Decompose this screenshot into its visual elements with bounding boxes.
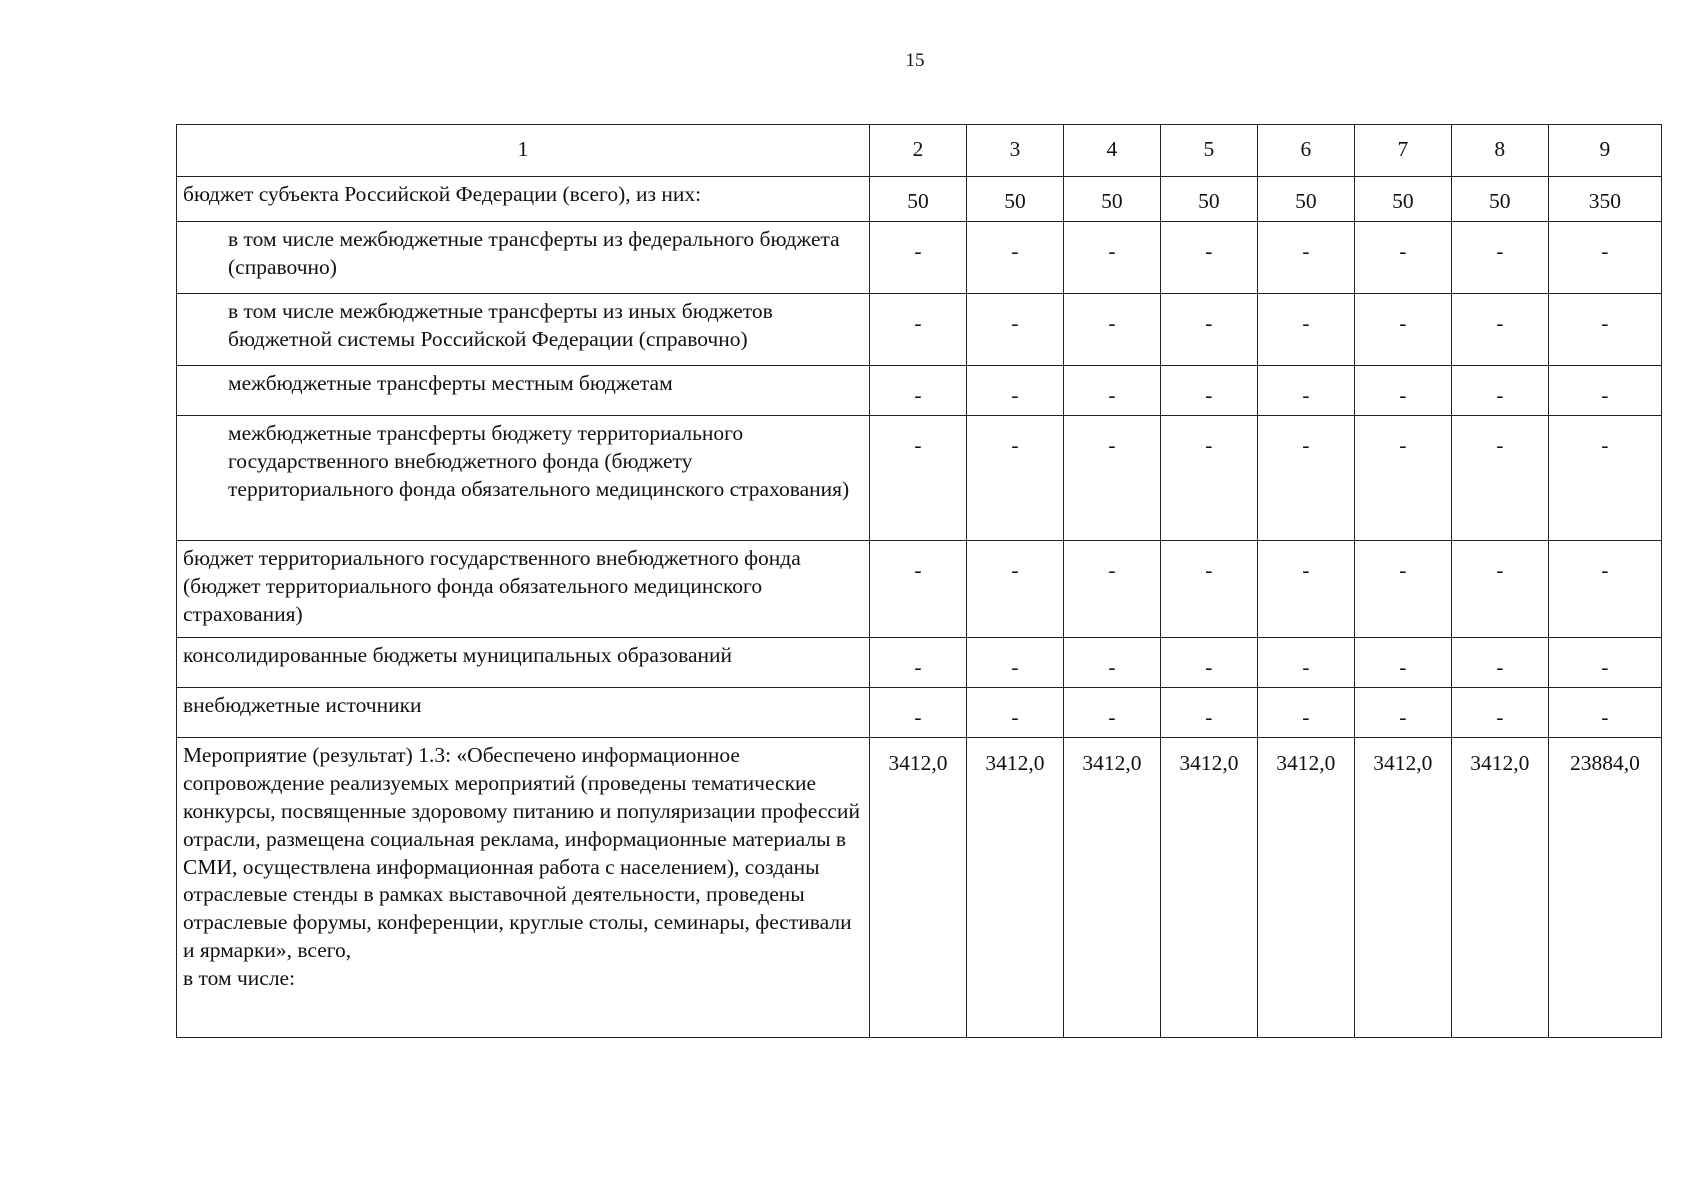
table-row bbox=[177, 637, 1662, 687]
value-cell: - bbox=[1354, 365, 1451, 415]
value-cell: - bbox=[1160, 637, 1257, 687]
value-cell: - bbox=[1257, 365, 1354, 415]
value-cell: - bbox=[870, 293, 967, 365]
value-cell: - bbox=[1160, 540, 1257, 637]
row-label: в том числе межбюджетные трансферты из иных бюджетов бюджетной системы Российской Федерации (справочно) bbox=[177, 293, 870, 365]
value-cell: - bbox=[1451, 365, 1548, 415]
value-cell: - bbox=[966, 365, 1063, 415]
value-cell: - bbox=[1257, 415, 1354, 540]
value-cell: - bbox=[966, 540, 1063, 637]
value-cell: - bbox=[1451, 293, 1548, 365]
value-cell: - bbox=[966, 221, 1063, 293]
value-cell: - bbox=[966, 415, 1063, 540]
value-cell: - bbox=[1063, 637, 1160, 687]
value-cell: - bbox=[1354, 637, 1451, 687]
value-cell: - bbox=[966, 293, 1063, 365]
value-cell: 50 bbox=[1160, 176, 1257, 221]
value-cell: - bbox=[870, 221, 967, 293]
table-row bbox=[177, 365, 1662, 415]
value-cell: - bbox=[870, 540, 967, 637]
budget-table bbox=[176, 124, 1662, 1038]
row-label: межбюджетные трансферты бюджету территориального государственного внебюджетного фонда (бюджету территориального фонда обязательного медицинского страхования) bbox=[177, 415, 870, 540]
value-cell: 3412,0 bbox=[870, 737, 967, 1037]
value-cell: - bbox=[1451, 415, 1548, 540]
row-label: консолидированные бюджеты муниципальных образований bbox=[177, 637, 870, 687]
value-cell: - bbox=[1063, 293, 1160, 365]
value-cell: - bbox=[1160, 415, 1257, 540]
value-cell: - bbox=[870, 687, 967, 737]
row-label: в том числе межбюджетные трансферты из федерального бюджета (справочно) bbox=[177, 221, 870, 293]
value-cell: 50 bbox=[1063, 176, 1160, 221]
value-cell: - bbox=[1548, 637, 1661, 687]
value-cell: - bbox=[966, 637, 1063, 687]
value-cell: - bbox=[1257, 637, 1354, 687]
event-label-sub: в том числе: bbox=[183, 966, 296, 991]
value-cell: - bbox=[870, 415, 967, 540]
value-cell: 3412,0 bbox=[1063, 737, 1160, 1037]
header-cell: 9 bbox=[1548, 125, 1661, 177]
value-cell: - bbox=[1548, 687, 1661, 737]
value-cell: - bbox=[1354, 293, 1451, 365]
value-cell: 3412,0 bbox=[1451, 737, 1548, 1037]
header-cell: 1 bbox=[177, 125, 870, 177]
value-cell: - bbox=[1063, 221, 1160, 293]
value-cell: - bbox=[1160, 221, 1257, 293]
value-cell: - bbox=[870, 637, 967, 687]
value-cell: 3412,0 bbox=[966, 737, 1063, 1037]
value-cell: - bbox=[1354, 540, 1451, 637]
value-cell: - bbox=[1257, 687, 1354, 737]
table-row bbox=[177, 176, 1662, 221]
value-cell: - bbox=[1548, 221, 1661, 293]
value-cell: 350 bbox=[1548, 176, 1661, 221]
value-cell: - bbox=[1354, 415, 1451, 540]
value-cell: 23884,0 bbox=[1548, 737, 1661, 1037]
value-cell: - bbox=[1354, 687, 1451, 737]
value-cell: - bbox=[1063, 415, 1160, 540]
value-cell: - bbox=[1354, 221, 1451, 293]
value-cell: - bbox=[1451, 687, 1548, 737]
value-cell: 3412,0 bbox=[1354, 737, 1451, 1037]
value-cell: - bbox=[1160, 687, 1257, 737]
header-cell: 7 bbox=[1354, 125, 1451, 177]
value-cell: - bbox=[1063, 365, 1160, 415]
header-cell: 4 bbox=[1063, 125, 1160, 177]
table-row bbox=[177, 540, 1662, 637]
table-row bbox=[177, 415, 1662, 540]
value-cell: - bbox=[1451, 221, 1548, 293]
value-cell: - bbox=[1257, 293, 1354, 365]
header-cell: 5 bbox=[1160, 125, 1257, 177]
header-cell: 2 bbox=[870, 125, 967, 177]
header-row bbox=[177, 125, 1662, 177]
value-cell: - bbox=[1451, 637, 1548, 687]
page-number: 15 bbox=[905, 50, 925, 71]
header-cell: 6 bbox=[1257, 125, 1354, 177]
table-row bbox=[177, 221, 1662, 293]
header-cell: 8 bbox=[1451, 125, 1548, 177]
value-cell: - bbox=[1451, 540, 1548, 637]
value-cell: - bbox=[1548, 365, 1661, 415]
row-label: межбюджетные трансферты местным бюджетам bbox=[177, 365, 870, 415]
row-label: бюджет территориального государственного внебюджетного фонда (бюджет территориального фонда обязательного медицинского страхования) bbox=[177, 540, 870, 637]
value-cell: - bbox=[1257, 540, 1354, 637]
value-cell: - bbox=[1160, 293, 1257, 365]
event-row bbox=[177, 737, 1662, 1037]
value-cell: 50 bbox=[870, 176, 967, 221]
value-cell: 50 bbox=[1354, 176, 1451, 221]
value-cell: - bbox=[966, 687, 1063, 737]
value-cell: - bbox=[1548, 293, 1661, 365]
value-cell: 3412,0 bbox=[1160, 737, 1257, 1037]
header-cell: 3 bbox=[966, 125, 1063, 177]
table-row bbox=[177, 687, 1662, 737]
value-cell: - bbox=[1063, 540, 1160, 637]
value-cell: - bbox=[1548, 415, 1661, 540]
value-cell: 50 bbox=[966, 176, 1063, 221]
value-cell: - bbox=[1548, 540, 1661, 637]
value-cell: 50 bbox=[1257, 176, 1354, 221]
row-label: бюджет субъекта Российской Федерации (всего), из них: bbox=[177, 176, 870, 221]
value-cell: - bbox=[870, 365, 967, 415]
value-cell: 3412,0 bbox=[1257, 737, 1354, 1037]
row-label: внебюджетные источники bbox=[177, 687, 870, 737]
event-label bbox=[177, 737, 870, 1037]
table-row bbox=[177, 293, 1662, 365]
value-cell: 50 bbox=[1451, 176, 1548, 221]
value-cell: - bbox=[1257, 221, 1354, 293]
value-cell: - bbox=[1063, 687, 1160, 737]
value-cell: - bbox=[1160, 365, 1257, 415]
event-label-main: Мероприятие (результат) 1.3: «Обеспечено информационное сопровождение реализуемых мероприятий (проведены тематические конкурсы, посвященные здоровому питанию и популяризации профессий отрасли, размещена социальная реклама, информационные материалы в СМИ, осуществлена информационная работа с населением), созданы отраслевые стенды в рамках выставочной деятельности, проведены отраслевые форумы, конференции, круглые столы, семинары, фестивали и ярмарки», всего, bbox=[183, 742, 860, 963]
